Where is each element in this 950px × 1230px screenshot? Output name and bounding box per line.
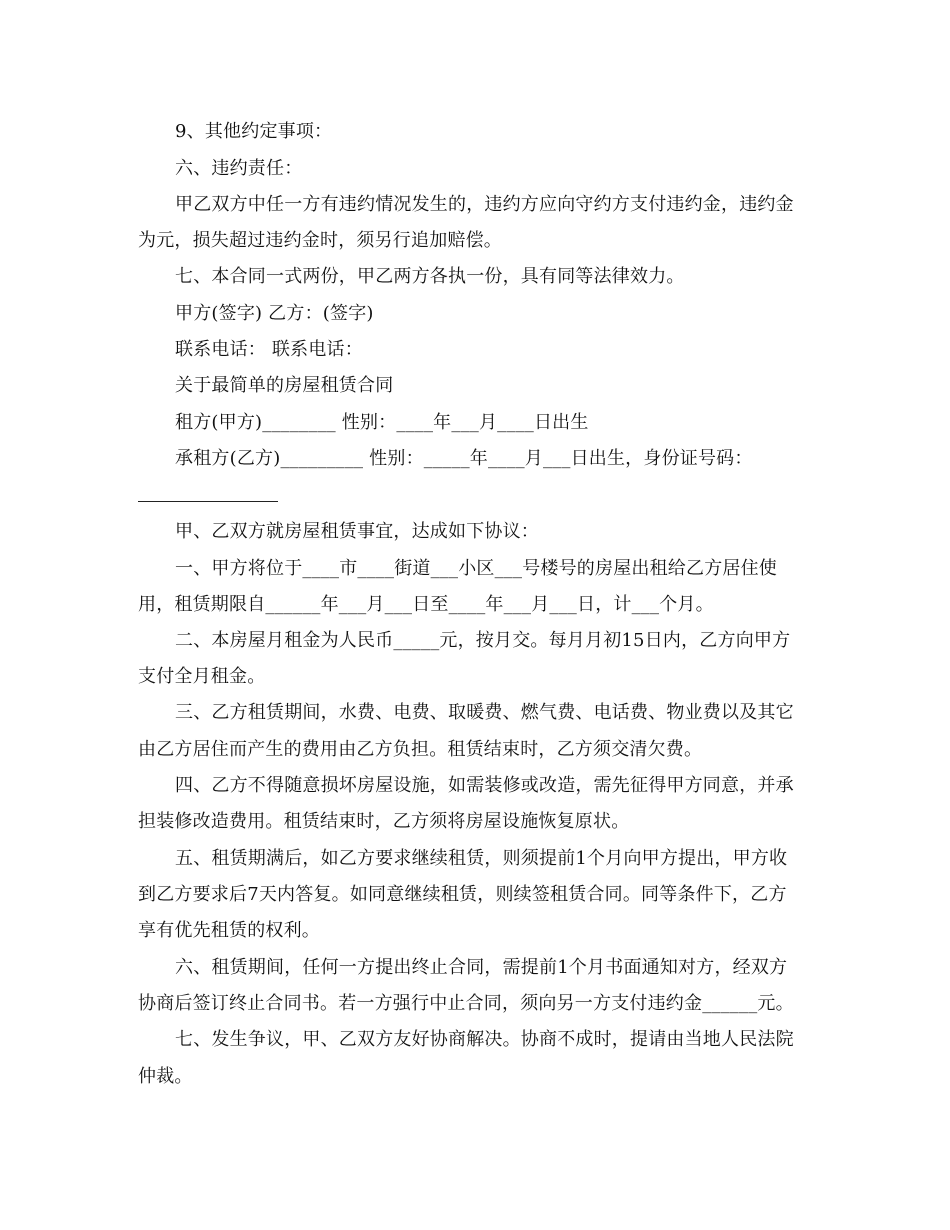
text-line: 租方(甲方)________ 性别：____年___月____日出生 xyxy=(175,412,589,433)
text-line: 四、乙方不得随意损坏房屋设施，如需装修或改造，需先征得甲方同意，并承 xyxy=(175,775,794,796)
text-line: 担装修改造费用。租赁结束时，乙方须将房屋设施恢复原状。 xyxy=(138,811,630,832)
text-line: 甲乙双方中任一方有违约情况发生的，违约方应向守约方支付违约金，违约金 xyxy=(175,194,794,215)
text-line: 支付全月租金。 xyxy=(138,666,266,687)
text-line: 享有优先租赁的权利。 xyxy=(138,920,320,941)
text-line: 到乙方要求后7天内答复。如同意继续租赁，则续签租赁合同。同等条件下，乙方 xyxy=(138,884,787,905)
text-line: 9、其他约定事项： xyxy=(175,121,333,142)
text-line: 承租方(乙方)_________ 性别：_____年____月___日出生，身份证号码： xyxy=(175,448,753,469)
text-line: 七、发生争议，甲、乙双方友好协商解决。协商不成时，提请由当地人民法院 xyxy=(175,1029,794,1050)
text-line: 六、租赁期间，任何一方提出终止合同，需提前1个月书面通知对方，经双方 xyxy=(175,957,788,978)
text-line: 为元，损失超过违约金时，须另行追加赔偿。 xyxy=(138,230,502,251)
text-line: 关于最简单的房屋租赁合同 xyxy=(175,375,394,396)
text-line: 协商后签订终止合同书。若一方强行中止合同，须向另一方支付违约金______元。 xyxy=(138,993,794,1014)
text-line: 甲方(签字) 乙方：(签字) xyxy=(175,303,374,324)
text-line: 六、违约责任： xyxy=(175,158,303,179)
text-line: 由乙方居住而产生的费用由乙方负担。租赁结束时，乙方须交清欠费。 xyxy=(138,739,703,760)
text-line: 甲、乙双方就房屋租赁事宜，达成如下协议： xyxy=(175,521,539,542)
text-line: 三、乙方租赁期间，水费、电费、取暖费、燃气费、电话费、物业费以及其它 xyxy=(175,702,794,723)
text-line: 五、租赁期满后，如乙方要求继续租赁，则须提前1个月向甲方提出，甲方收 xyxy=(175,848,788,869)
text-line: 联系电话： 联系电话： xyxy=(175,339,363,360)
text-line: 仲裁。 xyxy=(138,1066,193,1087)
text-line: 一、甲方将位于____市____街道___小区___号楼号的房屋出租给乙方居住使 xyxy=(175,558,777,579)
blank-underline xyxy=(138,501,278,502)
text-line: 用，租赁期限自______年___月___日至____年___月___日，计___个月。 xyxy=(138,594,714,615)
text-line: 二、本房屋月租金为人民币_____元，按月交。每月月初15日内，乙方向甲方 xyxy=(175,630,791,651)
text-line: 七、本合同一式两份，甲乙两方各执一份，具有同等法律效力。 xyxy=(175,266,685,287)
